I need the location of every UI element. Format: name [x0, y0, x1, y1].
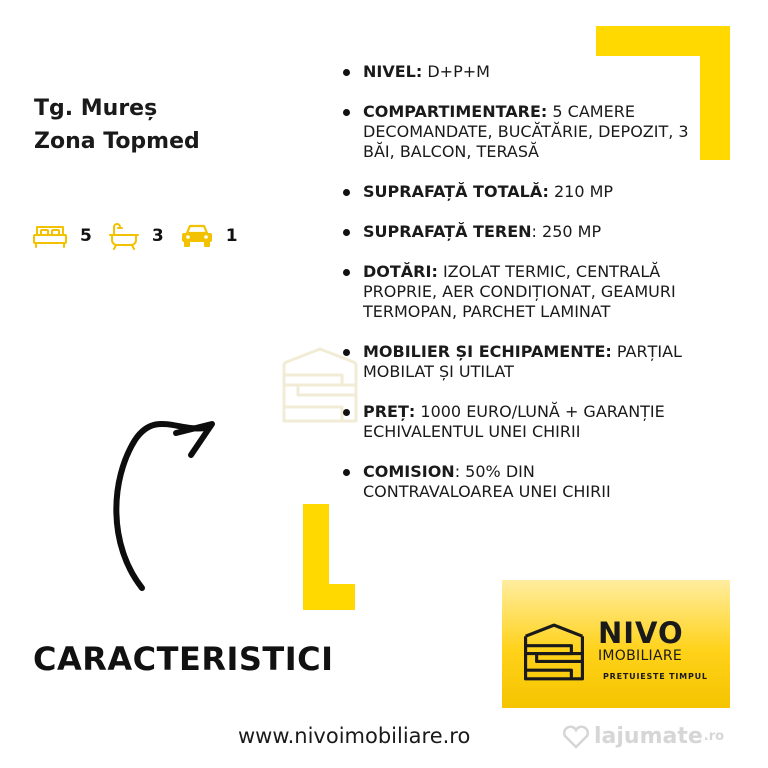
detail-value: PARȚIAL MOBILAT ȘI UTILAT — [363, 342, 682, 381]
detail-value: : 250 MP — [531, 222, 602, 241]
parking-count: 1 — [225, 226, 238, 246]
website-link[interactable]: www.nivoimobiliare.ro — [238, 724, 471, 748]
detail-label: SUPRAFAȚĂ TOTALĂ: — [363, 182, 549, 201]
brand-box — [502, 580, 730, 708]
detail-value: 210 MP — [548, 182, 614, 201]
section-heading: CARACTERISTICI — [33, 640, 334, 678]
detail-value: 5 CAMERE DECOMANDATE, BUCĂTĂRIE, DEPOZIT, 3 BĂI, BALCON, TERASĂ — [363, 102, 689, 161]
location-city: Tg. Mureș — [34, 96, 158, 121]
stat-bathrooms — [108, 222, 164, 250]
detail-price — [340, 402, 690, 442]
location-zone: Zona Topmed — [34, 129, 200, 154]
building-logo-icon — [522, 622, 586, 686]
detail-label: PREȚ: — [363, 402, 416, 421]
detail-level — [340, 62, 690, 82]
site-watermark — [562, 724, 724, 749]
detail-furniture — [340, 342, 690, 382]
brand-subtitle: IMOBILIARE — [598, 648, 683, 664]
detail-label: NIVEL: — [363, 62, 423, 81]
detail-value: IZOLAT TERMIC, CENTRALĂ PROPRIE, AER CONDIȚIONAT, GEAMURI TERMOPAN, PARCHET LAMINAT — [363, 262, 676, 321]
detail-value: 1000 EURO/LUNĂ + GARANȚIE ECHIVALENTUL UNEI CHIRII — [363, 402, 665, 441]
detail-total-area — [340, 182, 690, 202]
brand-name: NIVO — [598, 616, 684, 650]
bathtub-icon — [108, 222, 140, 250]
detail-land-area — [340, 222, 690, 242]
bed-icon — [32, 223, 68, 249]
stat-bedrooms — [32, 223, 92, 249]
bathrooms-count: 3 — [151, 226, 164, 246]
car-icon — [180, 223, 214, 249]
detail-layout — [340, 102, 690, 162]
property-stats — [32, 222, 254, 250]
heart-icon — [562, 725, 590, 749]
watermark-tld: .ro — [703, 729, 725, 744]
detail-value: : 50% DIN CONTRAVALOAREA UNEI CHIRII — [363, 462, 611, 501]
detail-label: COMISION — [363, 462, 455, 481]
detail-label: COMPARTIMENTARE: — [363, 102, 548, 121]
detail-label: MOBILIER ȘI ECHIPAMENTE: — [363, 342, 612, 361]
detail-amenities — [340, 262, 690, 322]
detail-commission — [340, 462, 690, 502]
bedrooms-count: 5 — [80, 226, 92, 246]
location — [34, 92, 200, 158]
detail-value: D+P+M — [422, 62, 490, 81]
property-details-list — [340, 62, 690, 522]
stat-parking — [180, 223, 238, 249]
brand-slogan: PRETUIESTE TIMPUL — [603, 672, 708, 681]
detail-label: SUPRAFAȚĂ TEREN — [363, 222, 532, 241]
detail-label: DOTĂRI: — [363, 262, 438, 281]
watermark-text: lajumate — [594, 724, 703, 749]
